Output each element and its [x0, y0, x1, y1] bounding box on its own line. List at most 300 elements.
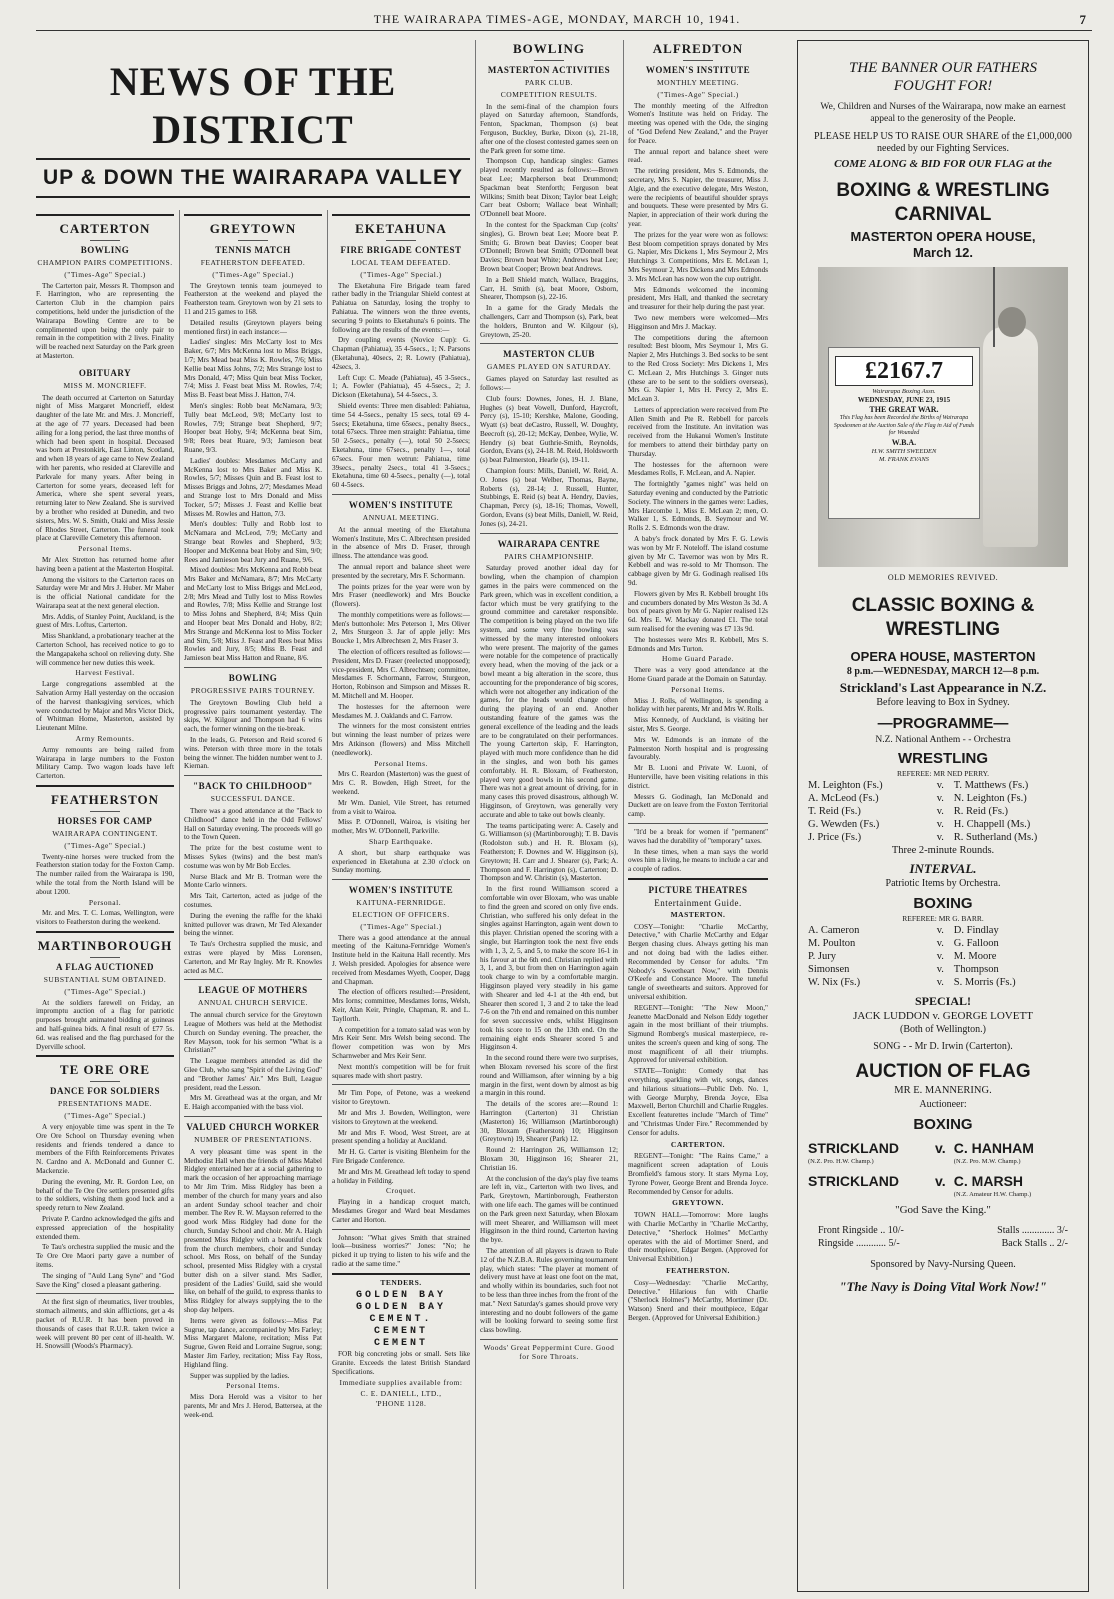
main-bout-2-versus: v.	[934, 1173, 946, 1189]
paragraph: Saturday proved another ideal day for bowling, when the champion of champion games in the pairs were commenced on the Park green, which was in excellent condition, a factor which must be very gratifying to the ground committee and caretaker responsible. The competition is being played on the two life system, and some very fine bowling was witnessed by the many interested onlookers who were present. The majority of the games were notable for the competence of practically every head, when the moving of the jack or a bowl meant a big alteration in the score, thus accounting for the preponderance of big scores, which were not altogether any indication of the games, for the heads would change often during the playing of an end. Another outstanding feature of the games was the general excellence of the leading and the leads are to be congratulated on their performances. The young Carterton skip, F. Harrington, played with much more confidence than he did in the singles, and won both his games comfortably. H. R. Bloxam, of Featherston, played very good bowls in his second game. There was not a great amount of driving, for in many cases this proved disastrous, although W. Higginson, of Greytown, was generally very accurate and able to take out bowls cleanly.	[480, 564, 618, 819]
time-text: 8 p.m.—WEDNESDAY, MARCH 12—8 p.m.	[846, 666, 1040, 677]
paragraph: Mrs W. Edmonds is an inmate of the Palmerston North hospital and is progressing favourably.	[628, 735, 768, 762]
wrestling-bout-right: R. Reid (Fs.)	[953, 806, 1009, 817]
column-2	[184, 210, 322, 1590]
greytown-title: GREYTOWN	[209, 221, 297, 236]
paragraph: Miss Dora Herold was a visitor to her parents, Mr and Mrs J. Herod, Battersea, at the week-end.	[184, 1393, 322, 1419]
special-note: ("Times-Age" Special.)	[360, 921, 442, 931]
alfredton-title: ALFREDTON	[652, 41, 744, 56]
flag-line: W.B.A.	[891, 437, 917, 447]
paragraph: The hostesses for the afternoon were Mesdames Rolls, F. McLean, and A. Napier.	[628, 460, 768, 478]
paragraph: The hostesses were Mrs R. Kebbell, Mrs S. Edmonds and Mrs Turton.	[628, 635, 768, 653]
wrestling-head: WRESTLING	[898, 750, 988, 767]
alfredton-head: WOMEN'S INSTITUTE	[645, 65, 751, 75]
boxing-bout-right: Thompson	[953, 964, 999, 975]
paragraph: The fortnightly "games night" was held on Saturday evening and conducted by the Patriotic Society. The winners in the games were: Ladies, Mrs Harcombe 1, Miss E. McLean 2; men, O. Walker 1, S. Edmonds, B. Seymour and W. Rolls 2. S. Edmonds won the draw.	[628, 480, 768, 533]
divider	[332, 1229, 470, 1230]
column-rule	[179, 210, 180, 1589]
paragraph: Mrs Edmonds welcomed the incoming president, Mrs Hall, and thanked the secretary and treasurer for their help during the past year.	[628, 285, 768, 312]
paragraph: REGENT—Tonight: "The New Moon," Jeanette MacDonald and Nelson Eddy together again in the most brilliant of their triumphs. Sigmund Romberg's musical masterpiece, re-unites the screen's queen and king of song. The most magnificent of all their triumphs. Approved for universal exhibition.	[628, 1003, 768, 1065]
column-3	[332, 210, 470, 1590]
wrestling-bout-versus: v.	[936, 819, 944, 830]
paragraph: At the conclusion of the day's play five teams are left in, viz., Carterton with two lives, and Park, Greytown, Martinborough, Featherston with one life each. The games will be continued on the Park green next Saturday, when Bloxam will meet Shearer, and Williamson will meet Higginson in the third round, Carterton having the bye.	[480, 1174, 618, 1245]
wairarapa-centre-head: WAIRARAPA CENTRE	[497, 538, 601, 549]
programme-head: —PROGRAMME—	[877, 715, 1009, 732]
main-bout-2-right-title: (N.Z. Amateur H.W. Champ.)	[953, 1191, 1032, 1198]
entertainment-guide-sub: Entertainment Guide.	[654, 897, 742, 908]
main-headline: NEWS OF THE DISTRICT	[109, 59, 397, 152]
dash	[683, 60, 713, 61]
divider	[480, 533, 618, 534]
paragraph: The Eketahuna Fire Brigade team fared rather badly in the Triangular Shield contest at Pahiatua on Saturday, losing the trophy to Pahiatua. The winners won the three events, securing 9 points to Eketahuna's 6 points. The following are the results of the events:—	[332, 281, 470, 334]
back-to-childhood-sub: SUCCESSFUL DANCE.	[210, 794, 296, 804]
main-bout-1-left: STRICKLAND	[808, 1140, 899, 1156]
main-bout-2-right: C. MARSH	[953, 1173, 1024, 1189]
paragraph: Army remounts are being railed from Wairarapa in large numbers to the Foxton Military Camp. Two wagon loads have left Carterton.	[36, 745, 174, 781]
eketahuna-sub: LOCAL TEAM DEFEATED.	[351, 258, 451, 267]
auction-head: AUCTION OF FLAG	[855, 1061, 1031, 1082]
divider	[36, 158, 470, 160]
paragraph: The annual report and balance sheet were presented by the secretary, Mrs F. Schormann.	[332, 562, 470, 580]
paragraph: A baby's frock donated by Mrs F. G. Lewis was won by Mr F. Noteloff. The island costume given by Mr C. Tavernor was won by Mrs R. Kebbell and was re-sold to Mr Thomson. The cabbage given by Mr G. Godinagh realised 10s 9d.	[628, 535, 768, 588]
flag-amount: £2167.7	[835, 356, 973, 386]
boxing-2-head: BOXING	[913, 1116, 973, 1133]
paragraph: Men's singles: Robb beat McNamara, 9/3; Tully beat McLeod, 9/8; McCarty lost to Rowles, 7/9; Strange beat Shepherd, 9/7; Hooper beat Hoby, 9/4; McKenna beat Sim, 9/8; Rees beat Ruare, 9/3; Jamieson beat Ruane, 9/3.	[184, 401, 322, 454]
dash	[90, 240, 120, 241]
divider	[332, 879, 470, 880]
wrestling-bout-versus: v.	[936, 793, 944, 804]
column-rule	[475, 40, 476, 1589]
paragraph: Next month's competition will be for fruit squares made with short pastry.	[332, 1062, 470, 1080]
martinborough-sub: SUBSTANTIAL SUM OBTAINED.	[43, 975, 167, 984]
wrestling-bout-versus: v.	[936, 780, 944, 791]
election-sub: ELECTION OF OFFICERS.	[352, 910, 450, 919]
flag-line: Wairarapa Boxing Assn.	[872, 388, 936, 395]
golden-bay-1: GOLDEN BAY	[355, 1290, 446, 1302]
competition-results-sub: COMPETITION RESULTS.	[500, 89, 598, 99]
eketahuna-head: FIRE BRIGADE CONTEST	[340, 245, 462, 255]
wrestling-bout-left: G. Wewden (Fs.)	[808, 819, 880, 830]
wrestling-bout-row	[798, 792, 1088, 805]
paragraph: The League members attended as did the Glee Club, who sang "Spirit of the Living God" and "Brother James' Air." Mrs Bull, League president, read the Lesson.	[184, 1057, 322, 1092]
paragraph: COSY—Tonight: "Charlie McCarthy, Detective," with Charlie McCarthy and Edgar Bergen chasing clues. Always getting his man and not doing bad with the ladies either. Recommended by Censor for adults. "I'm Nobody's Sweetheart Now," with Dennis O'Keefe and Constance Moore. The tuneful tangle of sweethearts and suitors. Approved for universal exhibition.	[628, 922, 768, 1001]
paragraph: Mr B. Luoni and Private W. Luoni, of Hunterville, have been visiting relations in this district.	[628, 764, 768, 790]
paragraph: At the annual meeting of the Eketahuna Women's Institute, Mrs C. Albrechtsen presided in the absence of Mrs D. Fraser, through illness. The attendance was good.	[332, 525, 470, 561]
paragraph: The points prizes for the year were won by Mrs Fraser (needlework) and Mrs Boucke (flowers).	[332, 582, 470, 609]
personal-head: Personal Items.	[226, 1381, 280, 1391]
boxing-bout-versus: v.	[936, 977, 944, 988]
masterton-activities-head: MASTERTON ACTIVITIES	[487, 65, 611, 75]
boxing-bout-right: G. Falloon	[953, 938, 999, 949]
dash	[238, 240, 268, 241]
picture-theatres-head: PICTURE THEATRES	[648, 884, 748, 895]
paragraph: The competitions during the afternoon resulted: Best bloom, Mrs Seymour 1, Mrs G. Napier 2, Mrs Hutchings 3. Bed socks to be sent to the Red Cross Society: Mrs Dickens 1, Mrs C. McLean 2, Mrs Hutchings 3. Ginger nuts (these are to be sent to the soldiers overseas), Mrs G. Napier 1, Mrs H. Percy 2, Mrs E. McLean 3.	[628, 333, 768, 404]
boxing-bout-left: P. Jury	[808, 951, 837, 962]
divider	[480, 343, 618, 344]
paragraph: Mrs. Addis, of Stanley Point, Auckland, is the guest of Mrs. Loftus, Carterton.	[36, 612, 174, 630]
bowling-title: BOWLING	[512, 41, 585, 56]
paragraph: Miss P. O'Donnell, Wairoa, is visiting her mother, Mrs W. O'Donnell, Parkville.	[332, 818, 470, 836]
venue-text: MASTERTON OPERA HOUSE,	[850, 229, 1036, 244]
boxing-bout-right: S. Morris (Fs.)	[953, 977, 1016, 988]
column-5	[628, 40, 768, 1590]
boxing-carnival-advert	[797, 40, 1089, 1592]
paragraph: "It'd be a break for women if "permanent" waves had the durability of "temporary" taxes.	[628, 827, 768, 845]
wrestling-bout-right: T. Matthews (Fs.)	[953, 780, 1029, 791]
classic-title-1: CLASSIC BOXING &	[851, 595, 1035, 616]
boxing-bouts	[798, 924, 1088, 989]
paragraph: Mrs Tait, Carterton, acted as judge of the costumes.	[184, 892, 322, 909]
main-bout-1-right-title: (N.Z. Pro. M.W. Champ.)	[953, 1158, 1021, 1165]
paragraph: STATE—Tonight: Comedy that has everything, sparkling with wit, songs, dances and hilarious situations—Public Deb. No. 1, with George Murphy, Brenda Joyce, Elsa Maxwell, Berton Churchill and Charlie Ruggles. Excellent featurettes include "March of Time" and "Christmas Under Fire." Recommended by Censor for adults.	[628, 1067, 768, 1137]
paragraph: Cosy—Wednesday: "Charlie McCarthy, Detective." Hilarious fun with Charlie ("Sherlock Holmes") McCarthy, Mortimer (Dr. Watson) Snerd and their mouthpiece, Edgar Bergen. (Approved for Universal Exhibition.)	[628, 1278, 768, 1322]
banner-headline: UP & DOWN THE WAIRARAPA VALLEY	[42, 166, 464, 189]
divider	[332, 1273, 470, 1275]
paragraph: Mr and Mrs M. Greathead left today to spend a holiday in Feilding.	[332, 1167, 470, 1185]
dash	[90, 1081, 120, 1082]
featherston-head: FEATHERSTON.	[666, 1266, 730, 1276]
paragraph: In the semi-final of the champion fours played on Saturday afternoon, Standfords, Fenton, Spackman, Thompson (s) beat Ferguson, Buckley, Burke, Dixon (s), 21-18, after one of the closest contested games seen on the Park green for some time.	[480, 102, 618, 155]
carterton-head: CARTERTON.	[670, 1139, 726, 1149]
carterton-sub: CHAMPION PAIRS COMPETITIONS.	[37, 258, 173, 267]
golden-bay-2: GOLDEN BAY	[355, 1302, 446, 1314]
paragraph: Mr H. G. Carter is visiting Blenheim for the Fire Brigade Conference.	[332, 1148, 470, 1165]
paragraph: There was a good attendance at the "Back to Childhood" dance held in the Odd Fellows' Hall on Saturday evening. The proceeds will go to the Town Queen.	[184, 807, 322, 842]
masterton-head: MASTERTON.	[670, 909, 726, 919]
main-bout-1-titles	[798, 1157, 1088, 1166]
dash	[90, 811, 120, 812]
paragraph: The details of the scores are:—Round 1: Harrington (Carterton) 31 Christian (Masterton) 16; Williamson (Martinborough) 30, Bloxam (Featherston) 10; Higginson (Greytown) 19, Shearer (Park) 12.	[480, 1100, 618, 1144]
earthquake-head: Sharp Earthquake.	[369, 837, 433, 847]
boxing-bout-row	[798, 924, 1088, 937]
plea-text: PLEASE HELP US TO RAISE OUR SHARE of the £1,000,000 needed by our Fighting Services.	[814, 131, 1072, 154]
wrestling-bout-left: A. McLeod (Fs.)	[808, 793, 879, 804]
sponsor-line: Sponsored by Navy-Nursing Queen.	[870, 1259, 1016, 1270]
special-head: SPECIAL!	[914, 994, 971, 1008]
phone-line: 'PHONE 1128.	[375, 1399, 427, 1409]
navy-slogan: "The Navy is Doing Vital Work Now!"	[839, 1279, 1047, 1294]
column-rule	[327, 210, 328, 1589]
flag-line: WEDNESDAY, JUNE 23, 1915	[857, 396, 951, 404]
boxing-bout-left: M. Poulton	[808, 938, 856, 949]
divider	[36, 1293, 174, 1294]
boxing-bout-row	[798, 963, 1088, 976]
paragraph: TOWN HALL—Tomorrow: More laughs with Charlie McCarthy in "Charlie McCarthy, Detective," "Sherlock Holmes" McCarthy operates with the aid of Mortimer Snerd, and their mouthpiece, Edgar Bergen. (Approved for Universal Exhibition.)	[628, 1211, 768, 1264]
paragraph: The singing of "Auld Lang Syne" and "God Save the King" closed a pleasant gathering.	[36, 1271, 174, 1289]
boxing-bout-row	[798, 950, 1088, 963]
paragraph: Club fours: Downes, Jones, H. J. Blane, Hughes (s) beat Vowell, Dunford, Haycroft, Percy (s), 15-10; Kershke, Malone, Gooding, Wyatt (s) beat deCastro, Russell, W. Doughty, Beecroft (s), 20-12; McKay, Denbee, Wylie, W. Hendry (s) beat Guthrie-Smith, Reynolds, Gordon, Evans (s), 24-18. M. Reid, Holdsworth (s) beat Palmerston, Hearle (s), 19-11.	[480, 394, 618, 465]
church-worker-sub: NUMBER OF PRESENTATIONS.	[194, 1134, 312, 1144]
interval-head: INTERVAL.	[909, 861, 977, 876]
main-bout-2	[798, 1172, 1088, 1190]
womens-institute-sub: ANNUAL MEETING.	[362, 512, 440, 522]
boxing-bout-versus: v.	[936, 951, 944, 962]
divider	[184, 979, 322, 980]
price-back-stalls: Back Stalls .. 2/-	[1001, 1238, 1068, 1249]
paragraph: Twenty-nine horses were trucked from the Featherston station today for the Foxton Camp. The number railed from the Wairarapa is 190, while the total from the North Island will be about 1200.	[36, 852, 174, 896]
paragraph: The winners for the most consistent entries but winning the least number of prizes were Mrs Atkinson (flowers) and Miss Mitchell (needlework).	[332, 722, 470, 757]
price-ringside: Ringside ............ 5/-	[818, 1238, 900, 1249]
paragraph: Mr and Mrs F. Wood, West Street, are at present spending a holiday at Auckland.	[332, 1128, 470, 1146]
divider	[36, 931, 174, 933]
back-to-childhood-head: "BACK TO CHILDHOOD"	[193, 781, 313, 792]
paragraph: Private P. Cardno acknowledged the gifts and expressed appreciation of the hospitality extended them.	[36, 1214, 174, 1241]
paragraph: The annual report and balance sheet were read.	[628, 147, 768, 165]
paragraph: Items were given as follows:—Miss Pat Sugrue, tap dance, accompanied by Mrs Farley; Miss Margaret Malone, recitation; Miss Pat Sugrue, Gwen Reid and Lorraine Sugrue, song; Master Jim Farley, recitation; Miss Fay Ross, Highland fling.	[184, 1316, 322, 1369]
boxing-bout-left: Simonsen	[808, 964, 850, 975]
paragraph: The death occurred at Carterton on Saturday night of Miss Margaret Moncrieff, eldest daughter of the late Mr. and Mrs. J. Moncrieff, at the age of 77 years. Deceased had been ailing for a long period, the last three months of which had been spent in hospital. Deceased was born at Prestonkirk, East Linton, Scotland, and when 18 years of age came to New Zealand with her parents, who resided at Clareville and Parkvale for many years. After being in Carterton for some years, deceased left for America, where she spent several years, returning later to New Zealand. She is survived by a brother who resided at Dunedin, and two sisters, Mrs. W. S. Smith, Otaki and Miss Jessie of Rhodes Street, Carterton. The funeral took place at Clareville Cemetery this afternoon.	[36, 393, 174, 543]
paragraph: A competition for a tomato salad was won by Mrs Keir Senr. Mrs Welsh being second. The flower competition was won by Mrs Scharnweber and Mrs Keir Senr.	[332, 1025, 470, 1060]
main-bout-1-right: C. HANHAM	[953, 1140, 1034, 1156]
special-note: ("Times-Age" Special.)	[360, 269, 442, 279]
paragraph: Mrs M. Greathead was at the organ, and Mr E. Haigh accompanied with the bass viol.	[184, 1094, 322, 1112]
teore-head: DANCE FOR SOLDIERS	[49, 1086, 161, 1097]
page-number: 7	[1079, 12, 1086, 27]
paragraph: Round 2: Harrington 26, Williamson 12; Bloxam 30, Higginson 16; Shearer 21, Christian 16.	[480, 1146, 618, 1172]
paragraph: Mr Wm. Daniel, Vile Street, has returned from a visit to Wairoa.	[332, 798, 470, 816]
greytown-head: GREYTOWN.	[672, 1198, 724, 1208]
martinborough-title: MARTINBOROUGH	[37, 938, 173, 953]
wrestling-bout-versus: v.	[936, 806, 944, 817]
strickland-text: Strickland's Last Appearance in N.Z.	[839, 680, 1047, 695]
bowling-sub: PROGRESSIVE PAIRS TOURNEY.	[190, 686, 316, 696]
featherston-sub: WAIRARAPA CONTINGENT.	[52, 829, 158, 839]
boxing-bout-versus: v.	[936, 938, 944, 949]
flag-pole	[993, 267, 995, 347]
paragraph: A short, but sharp earthquake was experienced in Eketahuna at 2.30 o'clock on Sunday morning.	[332, 848, 470, 875]
special-note: ("Times-Age" Special.)	[64, 840, 146, 850]
flag-signature: M. FRANK EVANS	[879, 455, 929, 463]
wrestling-bouts	[798, 779, 1088, 844]
boxing-bout-versus: v.	[936, 925, 944, 936]
special-note: ("Times-Age" Special.)	[212, 269, 294, 279]
wrestling-bout-right: R. Sutherland (Ms.)	[953, 832, 1038, 843]
paragraph: There was a very good attendance at the Home Guard parade at the Domain on Saturday.	[628, 666, 768, 683]
paragraph: The prizes for the year were won as follows: Best bloom competition sprays donated by Mrs G. Napier, Mrs Dickens 1, Mrs Seymour 2, Mrs Hutchings 3. Competitions, Mrs E. McLean 1, Mrs Seymour 2, Mrs Dickens and Mrs Edmonds 3. Mrs McLean has now won the cup outright.	[628, 230, 768, 283]
greytown-head: TENNIS MATCH	[215, 245, 291, 255]
boxing-bout-left: W. Nix (Fs.)	[808, 977, 861, 988]
paragraph: Mr Alex Stretton has returned home after having been a patient at the Masterton Hospital.	[36, 555, 174, 573]
tenders-head: TENDERS.	[380, 1277, 422, 1287]
paragraph: The Greytown Bowling Club held a progressive pairs tournament yesterday. The skips, W. Kilgour and Thompson had 6 wins each, the former winning on the tie-break.	[184, 698, 322, 734]
paragraph: Miss Shankland, a probationary teacher at the Carterton School, has received notice to go to the Mangapakeha school on relieving duty. She will commence her new duties this week.	[36, 632, 174, 667]
column-rule	[623, 40, 624, 1589]
before-leaving-text: Before leaving to Box in Sydney.	[876, 697, 1010, 708]
divider	[480, 1339, 618, 1340]
masthead: THE WAIRARAPA TIMES-AGE, MONDAY, MARCH 10, 1941.	[373, 12, 741, 26]
league-head: LEAGUE OF MOTHERS	[198, 985, 308, 996]
song-line: SONG - - Mr D. Irwin (Carterton).	[873, 1041, 1013, 1052]
boxing-bout-row	[798, 976, 1088, 989]
carterton-bowling-head: BOWLING	[80, 245, 130, 255]
greytown-sub: FEATHERSTON DEFEATED.	[200, 258, 306, 267]
divider	[184, 775, 322, 776]
croquet-head: Croquet.	[385, 1186, 417, 1196]
main-bout-2-left: STRICKLAND	[808, 1173, 899, 1189]
supplies-line: Immediate supplies available from:	[339, 1377, 463, 1387]
referee-line: REFEREE: MR G. BARR.	[902, 914, 984, 923]
divider	[628, 878, 768, 880]
bowling-head: BOWLING	[228, 673, 278, 684]
paragraph: In these times, when a man says the world owes him a living, he means to include a car and a couple of radios.	[628, 847, 768, 874]
divider	[36, 1055, 174, 1057]
paragraph: The election of officers resulted as follows:—President, Mrs D. Fraser (reelected unopposed); vice-president, Mrs C. Albrechtsen; committee, Mesdames F. Schormann, Farrow, Sturgeon, Horton, Robinson and Simpson and Misses R. M. Mitchell and M. Hooper.	[332, 648, 470, 701]
kaituna-sub: KAITUNA-FERNRIDGE.	[356, 898, 446, 908]
teore-title: TE ORE ORE	[59, 1062, 151, 1078]
personal-head: Personal Items.	[671, 684, 725, 694]
paragraph: In the first round Williamson scored a comfortable win over Bloxam, who was unable to find the green and scored on only five ends. Christian, who suffered his only defeat in the singles against Harrington, again went down to this player. Christian opened the scoring with a single, but Harrington took the next five ends with 1, 3, 2, 5, and 5, to make the score 16-1 in his favour at the 6th end. Christian replied with 3, 1, and 3, but from then on Harrington again took charge to win by a comfortable margin. Higginson played very steadily in his game with Shearer and led 4-1 at the 4th end, but Shearer then scored 1, 3 and 2 to take the lead 7-6 on the 7th end and remained on this number for seven successive ends, whilst Higginson took his score to 15 on the 13th end. On the remaining eight ends Shearer scored 5 and Higginson 4.	[480, 885, 618, 1052]
paragraph: At the first sign of rheumatics, liver troubles, stomach ailments, and skin afflictions, get a 4s packet of R.U.R. It has been proved in thousands of cases that R.U.R. taken twice a week will prevent 80 per cent of ill-health. W. H. Snowsill (Woods's Pharmacy).	[36, 1298, 174, 1351]
boxing-bout-right: D. Findlay	[953, 925, 999, 936]
divider	[628, 823, 768, 824]
boxing-bout-versus: v.	[936, 964, 944, 975]
god-save-line: "God Save the King."	[895, 1204, 991, 1216]
paragraph: The election of officers resulted:—President, Mrs Iorns; committee, Mesdames Iorns, Welsh, Keir, Alan Keir, Pringle, Chapman, R. and L. Tayllorth.	[332, 988, 470, 1023]
womens-institute-2-head: WOMEN'S INSTITUTE	[348, 885, 454, 896]
paragraph: Ladies' doubles: Mesdames McCarty and McKenna lost to Mrs Baker and Miss K. Rowles, 5/7; Misses Quin and B. Feast lost to Misses Briggs and Johns, 2/7; Mesdames Mead and Strange lost to Mrs Donald and Miss Tocker, 5/7; Misses J. Feast and Kellie beat Misses M. Rowles and Hatton, 7/3.	[184, 456, 322, 518]
paragraph: The annual church service for the Greytown League of Mothers was held at the Methodist Church on Sunday evening. The preacher, the Rev Mayson, took for his sermon "What is a Christian?"	[184, 1011, 322, 1055]
special-note: ("Times-Age" Special.)	[64, 269, 146, 279]
paragraph: There was a good attendance at the annual meeting of the Kaituna-Fernridge Women's Institute held in the Kaituna Hall recently. Mrs J. Welsh presided. Apologies for absence were received from Mesdames Wyeth, Cooper, Dagg and Chapman.	[332, 933, 470, 986]
main-bout-1-left-title: (N.Z. Pro. H.W. Champ.)	[808, 1158, 874, 1165]
referee-line: REFEREE: MR NED PERRY.	[897, 769, 989, 778]
special-note: ("Times-Age" Special.)	[657, 89, 739, 99]
special-note: ("Times-Age" Special.)	[64, 1111, 146, 1121]
photo-caption: OLD MEMORIES REVIVED.	[887, 573, 999, 582]
column-1	[36, 210, 174, 1590]
boxing-bout-left: A. Cameron	[808, 925, 860, 936]
paragraph: A very pleasant time was spent in the Methodist Hall when the friends of Miss Mabel Ridgley entertained her at a social gathering to mark the occasion of her approaching marriage to Mr Jim Trim. Miss Ridgley has been a member of the church for many years and also an ardent Sunday school teacher and choir member. The Rev R. W. Mayson referred to the good work Miss Ridgley had done for the church, Sunday School and choir. Mr A. Haigh presented Miss Ridgley with a beautiful clock from the church members, choir and Sunday school. Mrs Ross, on behalf of the Sunday school, presented Miss Ridgley with a crystal butter dish on a silver stand. Mrs Sadler, president of the Ladies' Guild, said she would like, on behalf of the guild, to express thanks to Miss Ridgley for always supplying the to the shop day helpers.	[184, 1147, 322, 1315]
paragraph: During the evening, Mr. R. Gordon Lee, on behalf of the Te Ore Ore settlers presented gifts to the soldiers, wishing them good luck and a speedy return to New Zealand.	[36, 1177, 174, 1213]
rounds-text: Three 2-minute Rounds.	[891, 845, 995, 856]
paragraph: Te Tau's Orchestra supplied the music, and extras were played by Miss Lorensen, Carterton, and Mr Ray Ingley. Mr R. Knowles acted as M.C.	[184, 940, 322, 975]
paragraph: The Carterton pair, Messrs R. Thompson and F. Harrington, who are representing the Carterton Club in the champion pairs competitions, held under the jurisdiction of the Wairarapa Bowling Centre are to be complimented upon being the only pair to remain in the competition with 2 lives. Finality will be reached next Saturday on the Park green at Masterton.	[36, 281, 174, 360]
paragraph: Mr Tim Pope, of Petone, was a weekend visitor to Greytown.	[332, 1089, 470, 1107]
flag-banner	[828, 347, 980, 519]
personal-head: Personal.	[88, 897, 122, 907]
featherston-title: FEATHERSTON	[50, 792, 160, 808]
carnival-title-1: BOXING & WRESTLING	[836, 180, 1050, 201]
wrestling-bout-row	[798, 779, 1088, 792]
masterton-club-head: MASTERTON CLUB	[503, 349, 595, 360]
carterton-title: CARTERTON	[59, 221, 151, 236]
obituary-head: OBITUARY	[78, 367, 132, 378]
paragraph: A very enjoyable time was spent in the Te Ore Ore School on Thursday evening when residents and friends tendered a dance to members of the Fifth Reinforcements Privates N. Cardno and A. McDonald and Gunner C. Mackenzie.	[36, 1122, 174, 1175]
masthead-rule	[36, 30, 1092, 31]
pairs-championship-sub: PAIRS CHAMPIONSHIP.	[504, 551, 594, 561]
paragraph: Games played on Saturday last resulted as follows:—	[480, 375, 618, 392]
cement-3: CEMENT	[373, 1338, 428, 1350]
paragraph: The monthly competitions were as follows:—Men's buttonhole: Mrs Peterson 1, Mrs Oliver 2, Mrs Sturgeon 3. Jar of apple jelly: Mrs Boucke 1, Mrs Albrechtsen 2, Mrs Fraser 3.	[332, 610, 470, 646]
wrestling-bout-left: J. Price (Fs.)	[808, 832, 862, 843]
paragraph: Miss J. Rolls, of Wellington, is spending a holiday with her parents, Mr and Mrs W. Rolls.	[628, 696, 768, 714]
paragraph: The hostesses for the afternoon were Mesdames M. J. Oaklands and C. Farrow.	[332, 702, 470, 720]
figure-head	[998, 307, 1026, 337]
main-bout-1-versus: v.	[934, 1140, 946, 1156]
park-club-sub: PARK CLUB.	[524, 78, 574, 87]
featherston-head: HORSES FOR CAMP	[57, 816, 153, 827]
martinborough-head: A FLAG AUCTIONED	[55, 962, 154, 972]
auctioneer-label: Auctioneer:	[919, 1099, 967, 1110]
paragraph: During the evening the raffle for the khaki knitted pullover was drawn, Mr Ted Alexander being the winner.	[184, 911, 322, 938]
divider	[36, 196, 470, 198]
wrestling-bout-versus: v.	[936, 832, 944, 843]
divider	[332, 1084, 470, 1085]
patriotic-text: Patriotic Items by Orchestra.	[885, 878, 1001, 889]
obituary-sub: MISS M. MONCRIEFF.	[63, 380, 147, 390]
paragraph: The teams participating were: A. Casely and G. Williamson (s) (Martinborough); T. B. Davis (Rodolston sub.) and H. R. Bloxam (s), Featherston; F. Downes and W. Higginson (s), Greytown; H. Carr and J. Shearer (s), Park; A. Thompson and F. Harrington (s), Carterton; D. Thompson and W. Christin (s), Masterton.	[480, 821, 618, 883]
cement-2: CEMENT	[373, 1326, 428, 1338]
boxing-head: BOXING	[913, 895, 973, 912]
home-guard-head: Home Guard Parade.	[661, 654, 735, 664]
peppermint-ad: Woods' Great Peppermint Cure. Good for Sore Throats.	[483, 1342, 615, 1361]
nurse-figure	[983, 327, 1038, 547]
boxing-bout-row	[798, 937, 1088, 950]
main-bout-1	[798, 1139, 1088, 1157]
wrestling-bout-row	[798, 805, 1088, 818]
divider	[36, 214, 174, 216]
paragraph: Thompson Cup, handicap singles: Games played recently resulted as follows:—Brown beat Lee; Macpherson beat Drummond; Spackman beat Stenforth; Ferguson beat Wilkins; Smith beat Dixon; Taylor beat Leigh; Carr beat Osborn; Wallace beat Winhall; O'Donnell beat Moore.	[480, 157, 618, 219]
paragraph: Two new members were welcomed—Mrs Higginson and Mrs J. Mackay.	[628, 313, 768, 331]
flag-line: This Flag has been Recorded the Births of Wairarapa Spodesmen at the Auction Sale of the Flag in Aid of Funds for Wounded	[833, 415, 975, 436]
paragraph: Dry coupling events (Novice Cup): G. Chapman (Pahiatua), 35 4-5secs., 1; N. Parsons (Eketahuna), 40secs, 2; R. Lowry (Pahiatua), 42secs, 3.	[332, 336, 470, 371]
paragraph: Ladies' singles: Mrs McCarty lost to Mrs Baker, 6/7; Mrs McKenna lost to Miss Briggs, 1/7; Mrs Mead beat Miss K. Rowles, 7/6; Miss Kellie beat Miss Johns, 7/2; Mrs Strange lost to Mrs Donald, 4/7; Miss Quin beat Miss Tocker, 7/4; Miss J. Feast beat Miss M. Rowles, 7/4; Miss B. Feast beat Miss J. Hatton, 7/4.	[184, 338, 322, 400]
column-4	[480, 40, 618, 1590]
church-worker-head: VALUED CHURCH WORKER	[186, 1121, 320, 1132]
paragraph: Messrs G. Godinagh, Ian McDonald and Duckett are on leave from the Foxton Territorial camp.	[628, 792, 768, 819]
date-text: March 12.	[913, 245, 973, 260]
flag-signature: H.W. SMITH SWEEDEN	[871, 447, 937, 455]
personal-head: Personal Items.	[374, 758, 428, 768]
league-sub: ANNUAL CHURCH SERVICE.	[198, 998, 308, 1008]
paragraph: In a Bell Shield match, Wallace, Braggins, Carr, H. Smith (s), beat Moore, Osborn, Shearer, Thompson (s), 22-16.	[480, 275, 618, 302]
opera-house-text: OPERA HOUSE, MASTERTON	[850, 649, 1036, 664]
paragraph: At the soldiers farewell on Friday, an impromptu auction of a flag for patriotic purposes brought animated bidding at guineas and half-guinea bids. A final result of £77 5s. 6d. was realised and the flag purchased for the Dyerville school.	[36, 998, 174, 1051]
price-stalls: Stalls ............. 3/-	[997, 1225, 1068, 1236]
prices-row-2	[798, 1237, 1088, 1250]
special-bout: JACK LUDDON v. GEORGE LOVETT	[853, 1010, 1033, 1022]
harvest-head: Harvest Festival.	[75, 668, 135, 678]
paragraph: Flowers given by Mrs R. Kebbell brought 10s and cucumbers donated by Mrs Weston 3s 3d. A box of pears given by Mr G. Napier realised 12s 6d. Mrs E. W. Mackay donated £1. The total sum realised for the evening was £7 13s 9d.	[628, 589, 768, 634]
headline-block	[36, 40, 470, 215]
carnival-title-2: CARNIVAL	[894, 204, 992, 225]
alfredton-sub: MONTHLY MEETING.	[657, 78, 739, 87]
paragraph: In the leads, G. Peterson and Reid scored 6 wins. Peterson with three more in the totals being the winner. The hidden number went to J. Kiernan.	[184, 736, 322, 771]
divider	[184, 1116, 322, 1117]
paragraph: The attention of all players is drawn to Rule 12 of the N.Z.B.A. Rules governing tournament play, which states: "The player at moment of delivery must have at least one foot on the mat, and wholly within its boundaries, such foot not to be less than three inches from the front of the mat." Next Saturday's games should prove very interesting and no doubt followers of the game will be looking forward to seeing some first class bowling.	[480, 1247, 618, 1335]
banner-line-2: FOUGHT FOR!	[893, 78, 993, 94]
special-note: ("Times-Age" Special.)	[64, 986, 146, 996]
wrestling-bout-right: N. Leighton (Fs.)	[953, 793, 1027, 804]
teore-sub: PRESENTATIONS MADE.	[58, 1099, 152, 1109]
paragraph: In the second round there were two surprises, when Bloxam reversed his score of the first round and Williamson, after winning by a big margin in the first, went down by almost as big a margin in this round.	[480, 1054, 618, 1098]
paragraph: Shield events: Three men disabled: Pahiatua, time 54 4-5secs., penalty 15 secs, total 69 4-5secs; Eketahuna, time 65secs., penalty 8secs., total 67secs. Three men straight: Pahiatua, time 50 2-5secs., penalty (—), total 50 2-5secs; Eketahuna, time 67secs., penalty 1—, total 67secs. Four men wetrun: Pahiatua, time 39secs., penalty 2secs., total 41 3-5secs.; Eketahuna, time 60 4-5secs., penalty (—), total 60 4-5secs.	[332, 401, 470, 490]
flag-line: THE GREAT WAR.	[869, 405, 939, 414]
paragraph: Miss Kennedy, of Auckland, is visiting her sister, Mrs S. George.	[628, 716, 768, 733]
main-bout-2-titles	[798, 1190, 1088, 1199]
paragraph: Among the visitors to the Carterton races on Saturday were Mr and Mrs J. Huber. Mr Maher is the official National candidate for the Wairarapa seat at the next general election.	[36, 575, 174, 610]
special-bout-note: (Both of Wellington.)	[900, 1024, 986, 1035]
wrestling-bout-row	[798, 818, 1088, 831]
paragraph: Mixed doubles: Mrs McKenna and Robb beat Mrs Baker and McNamara, 8/7; Mrs McCarty and McCarty lost to Miss Briggs and McLeod, 2/8; Mrs Mead and Tully lost to Miss Rowles and Rowles, 7/8; Miss Kellie and Strange lost to Miss Johns and Shepherd, 8/4; Miss Quin and Hooper beat Mrs Donald and Hoby, 8/2; Mrs Strange and McKenna lost to Miss Tocker and Sim, 5/8; Miss J. Feast and Rees beat Miss Rowles and Jury, 8/5; Miss B. Feast and Jamieson beat Miss Hatton and Ruane, 8/6.	[184, 566, 322, 663]
cement-1: CEMENT.	[369, 1314, 433, 1326]
paragraph: Playing in a handicap croquet match, Mesdames Gregor and Ward beat Mesdames Carter and Horton.	[332, 1198, 470, 1224]
paragraph: Mrs C. Reardon (Masterton) was the guest of Mrs C. R. Bowden, High Street, for the weekend.	[332, 770, 470, 797]
paragraph: Letters of appreciation were received from Pte Allen Smith and Pte R. Rebbell for parcels received from the Institute. An invitation was received from the Hukanui Women's Institute for members to attend their birthday party on Thursday.	[628, 405, 768, 458]
army-head: Army Remounts.	[75, 734, 135, 744]
paragraph: Detailed results (Greytown players being mentioned first) in each instance:—	[184, 318, 322, 336]
masterton-club-sub: GAMES PLAYED ON SATURDAY.	[486, 362, 612, 372]
